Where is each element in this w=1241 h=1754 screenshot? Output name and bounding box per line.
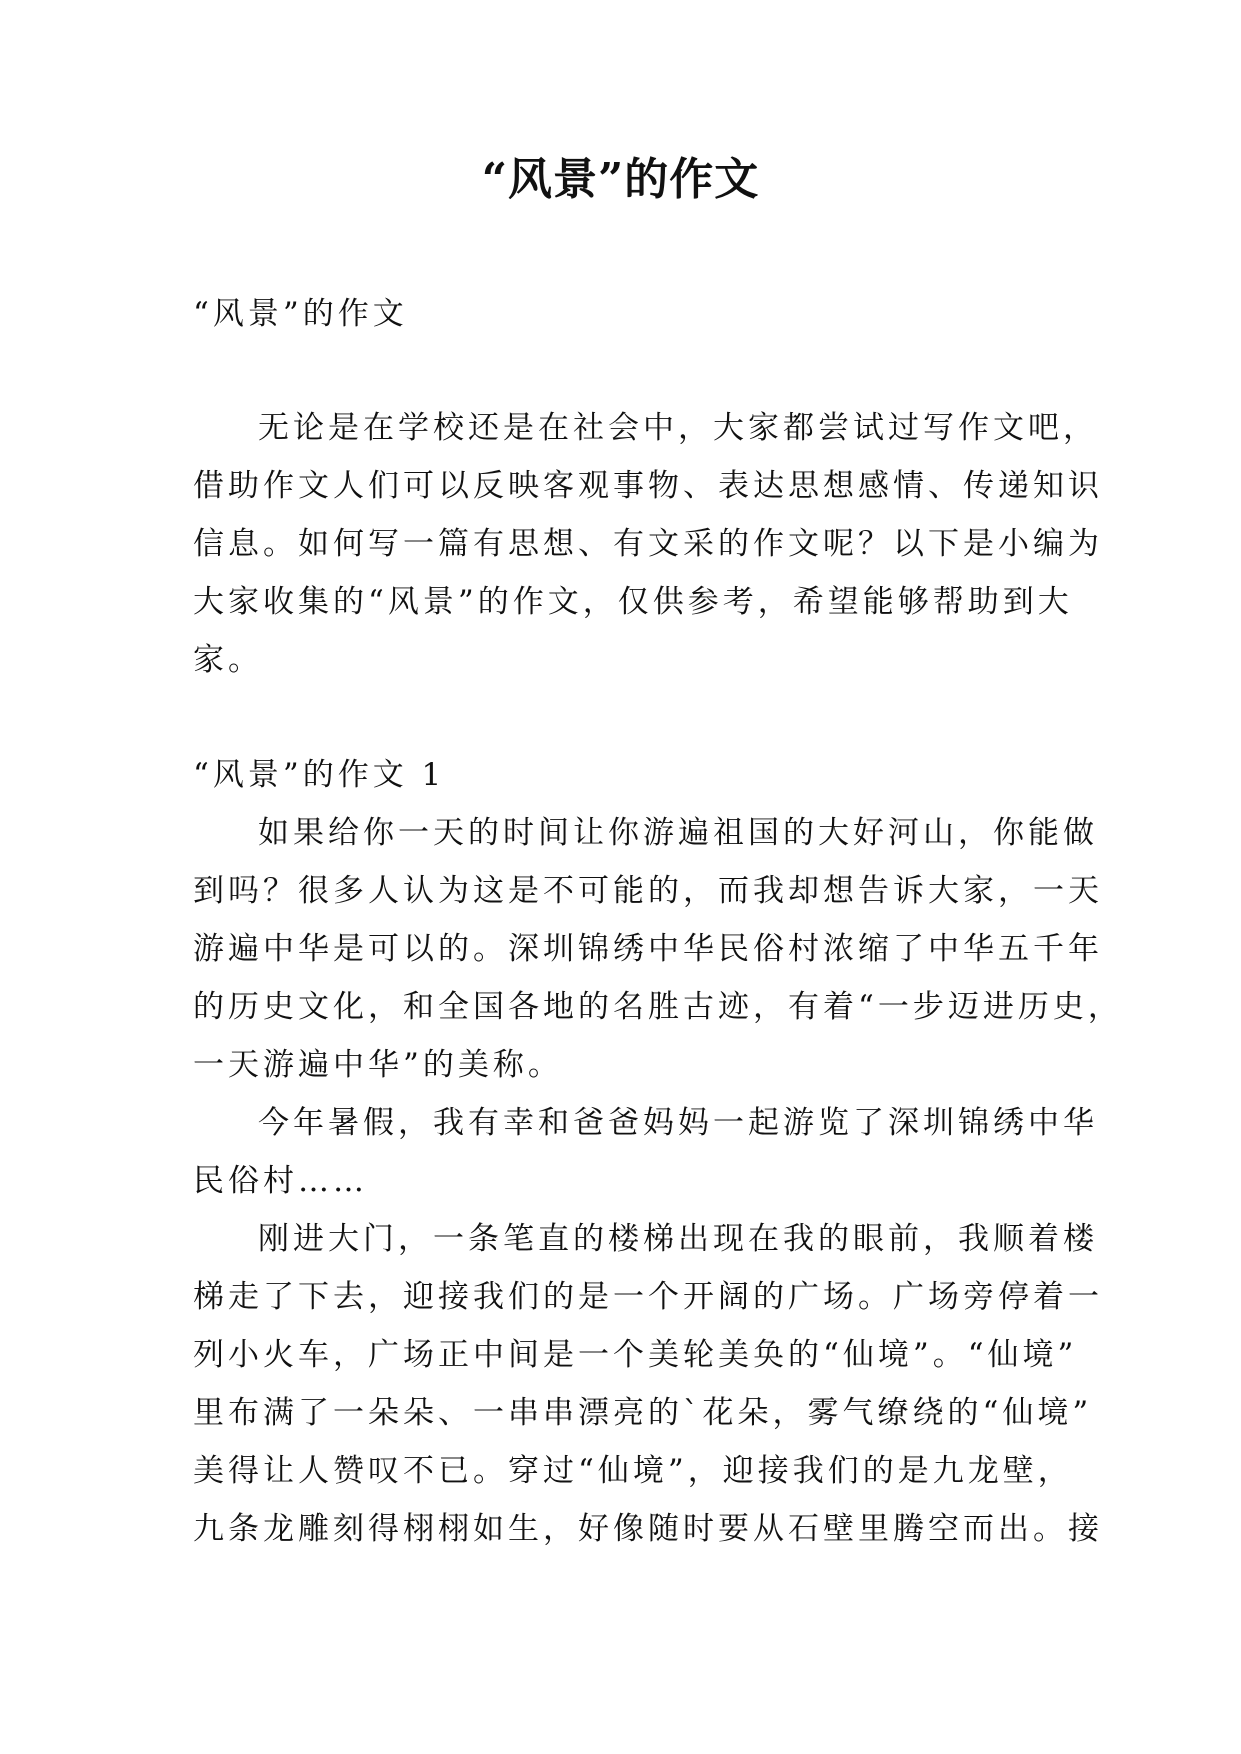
paragraph-line: 的历史文化，和全国各地的名胜古迹，有着“一步迈进历史， (193, 989, 1123, 1025)
paragraph-line: 一天游遍中华”的美称。 (193, 1047, 563, 1083)
intro-line: 大家收集的“风景”的作文，仅供参考，希望能够帮助到大 (193, 584, 1073, 620)
paragraph-line: 梯走了下去，迎接我们的是一个开阔的广场。广场旁停着一 (193, 1279, 1103, 1315)
intro-line: 借助作文人们可以反映客观事物、表达思想感情、传递知识 (193, 468, 1103, 504)
paragraph-line: 民俗村…… (193, 1163, 368, 1199)
paragraph-line: 刚进大门，一条笔直的楼梯出现在我的眼前，我顺着楼 (258, 1221, 1098, 1257)
document-subtitle: “风景”的作文 (193, 296, 408, 332)
paragraph-line: 游遍中华是可以的。深圳锦绣中华民俗村浓缩了中华五千年 (193, 931, 1103, 967)
paragraph-line: 如果给你一天的时间让你游遍祖国的大好河山，你能做 (258, 815, 1098, 851)
section-heading: “风景”的作文 1 (193, 757, 446, 793)
paragraph-line: 九条龙雕刻得栩栩如生，好像随时要从石壁里腾空而出。接 (193, 1511, 1103, 1547)
paragraph-line: 到吗？很多人认为这是不可能的，而我却想告诉大家，一天 (193, 873, 1103, 909)
intro-line: 信息。如何写一篇有思想、有文采的作文呢？以下是小编为 (193, 526, 1103, 562)
intro-line: 家。 (193, 642, 263, 678)
paragraph-line: 里布满了一朵朵、一串串漂亮的`花朵，雾气缭绕的“仙境” (193, 1395, 1093, 1431)
paragraph-line: 今年暑假，我有幸和爸爸妈妈一起游览了深圳锦绣中华 (258, 1105, 1098, 1141)
paragraph-line: 美得让人赞叹不已。穿过“仙境”，迎接我们的是九龙壁， (193, 1453, 1073, 1489)
intro-line: 无论是在学校还是在社会中，大家都尝试过写作文吧， (258, 410, 1098, 446)
document-title: “风景”的作文 (481, 154, 760, 205)
paragraph-line: 列小火车，广场正中间是一个美轮美奂的“仙境”。“仙境” (193, 1337, 1078, 1373)
